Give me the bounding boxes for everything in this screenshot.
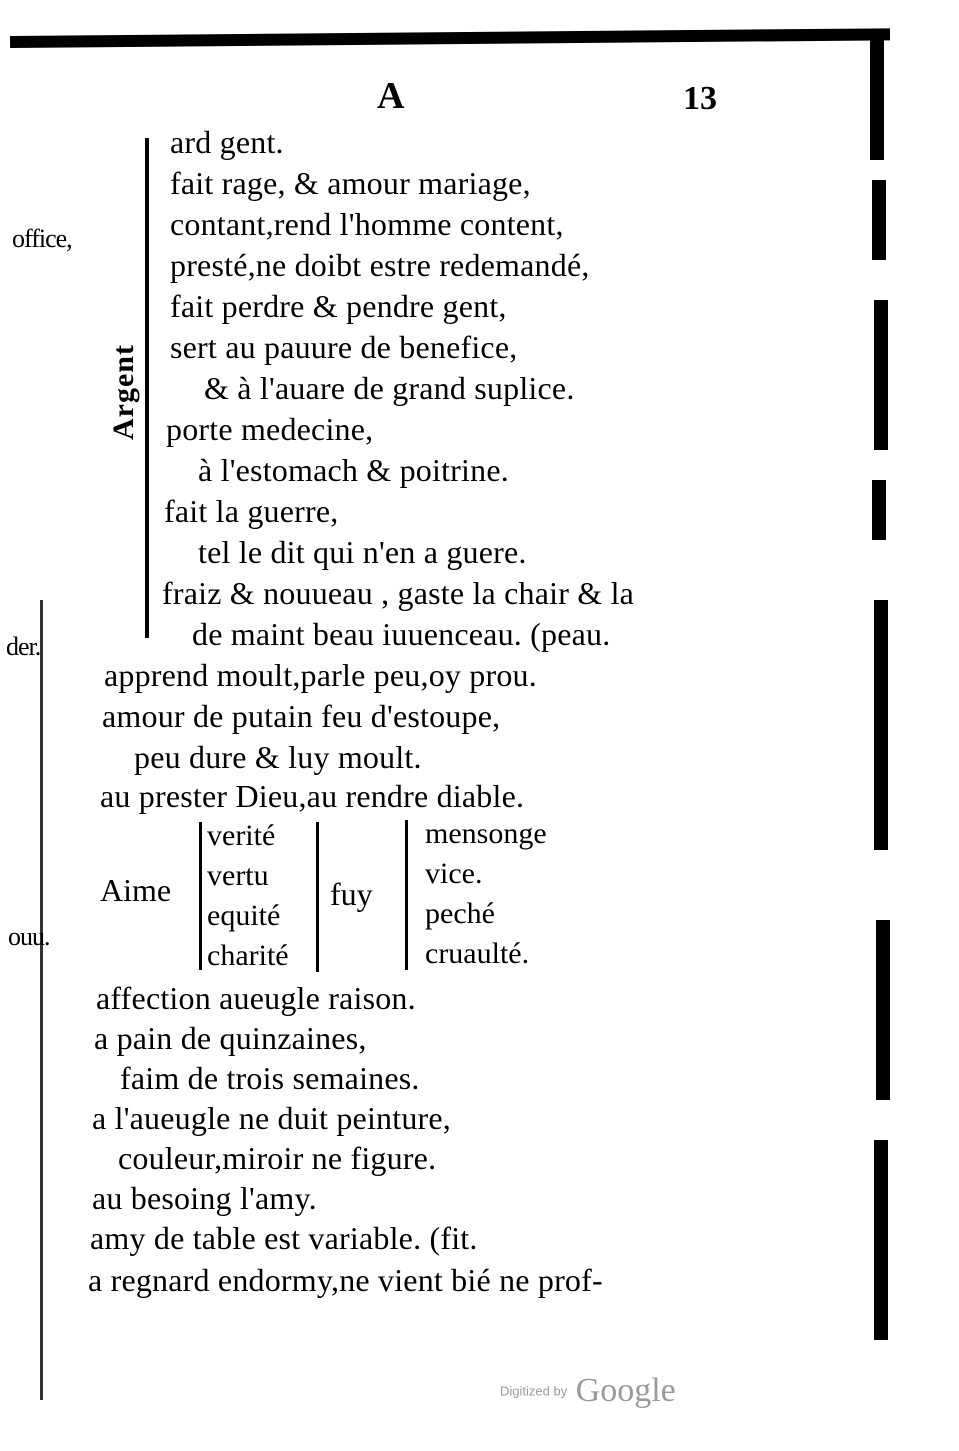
text-line: amour de putain feu d'estoupe, <box>102 698 501 734</box>
argent-line: fait rage, & amour mariage, <box>170 165 531 201</box>
text-line: apprend moult,parle peu,oy prou. <box>104 657 537 693</box>
argent-line: tel le dit qui n'en a guere. <box>198 534 527 570</box>
argent-bracket <box>145 138 149 638</box>
digitized-by-google-mark <box>500 1372 676 1410</box>
argent-line: porte medecine, <box>166 411 374 447</box>
flees-item: cruaulté. <box>425 937 530 970</box>
digitized-by-text: Digitized by <box>500 1383 568 1399</box>
fuy-label: fuy <box>330 876 373 912</box>
right-page-edge <box>870 40 890 1340</box>
text-line: a pain de quinzaines, <box>94 1020 367 1056</box>
text-line: affection aueugle raison. <box>96 980 416 1016</box>
fuy-right-bracket <box>405 820 408 970</box>
running-header-letter: A <box>377 75 405 117</box>
loves-item: verité <box>207 819 276 852</box>
loves-item: vertu <box>207 859 269 892</box>
top-border-rule <box>10 28 890 48</box>
text-line: peu dure & luy moult. <box>134 739 422 775</box>
argent-line: ard gent. <box>170 124 284 160</box>
side-word-argent: Argent <box>107 344 140 440</box>
argent-line: & à l'auare de grand suplice. <box>204 370 575 406</box>
margin-note-ouu: ouu. <box>8 922 50 951</box>
flees-list <box>425 814 547 974</box>
aime-bracket <box>199 822 202 970</box>
argent-line: fait la guerre, <box>164 493 339 529</box>
margin-note-der: der. <box>6 632 41 661</box>
text-line: faim de trois semaines. <box>120 1060 420 1096</box>
argent-line: contant,rend l'homme content, <box>170 206 564 242</box>
argent-line: à l'estomach & poitrine. <box>198 452 509 488</box>
text-line: amy de table est variable. (fit. <box>90 1220 478 1256</box>
loves-item: charité <box>207 939 289 972</box>
loves-list <box>207 816 289 976</box>
argent-line: fraiz & nouueau , gaste la chair & la <box>162 575 635 611</box>
text-line: a regnard endormy,ne vient bié ne prof- <box>88 1262 603 1298</box>
text-line: a l'aueugle ne duit peinture, <box>92 1100 451 1136</box>
loves-item: equité <box>207 899 281 932</box>
text-line: au prester Dieu,au rendre diable. <box>100 778 525 814</box>
aime-label: Aime <box>100 872 172 908</box>
google-logo: Google <box>575 1372 676 1409</box>
text-line: au besoing l'amy. <box>92 1180 317 1216</box>
argent-line: fait perdre & pendre gent, <box>170 288 507 324</box>
argent-line: de maint beau iuuenceau. (peau. <box>192 616 611 652</box>
argent-line: sert au pauure de benefice, <box>170 329 518 365</box>
fuy-left-bracket <box>316 822 319 972</box>
flees-item: mensonge <box>425 817 547 850</box>
left-page-edge <box>40 600 43 1400</box>
page-number: 13 <box>683 80 717 117</box>
argent-line: presté,ne doibt estre redemandé, <box>170 247 590 283</box>
flees-item: peché <box>425 897 495 930</box>
text-line: couleur,miroir ne figure. <box>118 1140 437 1176</box>
flees-item: vice. <box>425 857 483 890</box>
margin-note-office: office, <box>12 224 72 253</box>
